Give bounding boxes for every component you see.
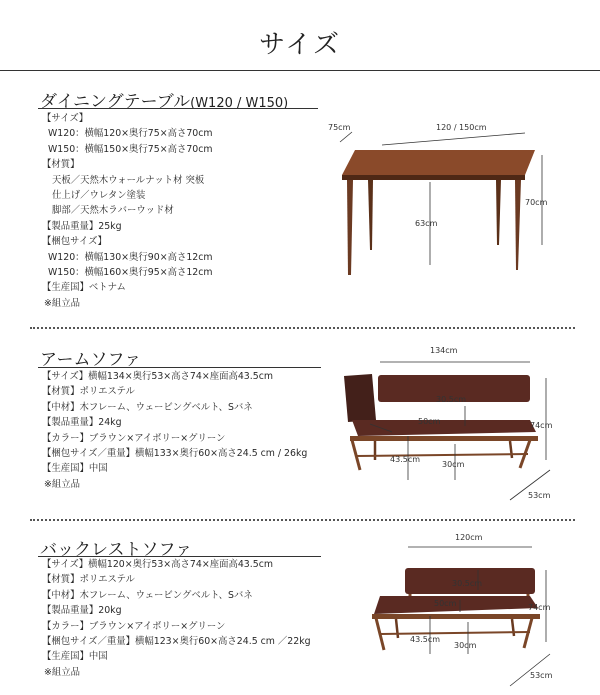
back-sofa-assembly: ※組立品 bbox=[44, 666, 80, 678]
back-sofa-package: 【梱包サイズ／重量】横幅123×奥行60×高さ24.5 cm ／22kg bbox=[42, 635, 311, 647]
table-size-w120: W120：横幅120×奥行75×高さ70cm bbox=[48, 128, 213, 140]
table-height-label: 70cm bbox=[525, 198, 548, 207]
back-sofa-frame bbox=[372, 614, 540, 619]
table-width-arrow bbox=[382, 133, 525, 145]
arm-sofa-color: 【カラー】ブラウン×アイボリー×グリーン bbox=[42, 432, 226, 444]
arm-sofa-leg-back-right bbox=[510, 441, 512, 458]
arm-sofa-assembly: ※組立品 bbox=[44, 478, 80, 490]
table-top bbox=[342, 150, 535, 175]
arm-sofa-size: 【サイズ】横幅134×奥行53×高さ74×座面高43.5cm bbox=[42, 371, 273, 382]
arm-sofa-width-label: 134cm bbox=[430, 346, 458, 355]
back-sofa-seat-height-label: 43.5cm bbox=[410, 635, 441, 644]
arm-sofa-seat-depth-label: 50cm bbox=[418, 417, 441, 426]
arm-sofa-crossbar bbox=[356, 454, 528, 456]
table-material-legs: 脚部／天然木ラバーウッド材 bbox=[52, 205, 174, 217]
table-origin: 【生産国】ベトナム bbox=[42, 282, 126, 294]
table-size-w150: W150：横幅150×奥行75×高さ70cm bbox=[48, 143, 213, 155]
back-sofa-seat-depth-label: 50cm bbox=[434, 599, 457, 608]
back-sofa-leg-label: 30cm bbox=[454, 641, 477, 650]
back-sofa-size: 【サイズ】横幅120×奥行53×高さ74×座面高43.5cm bbox=[42, 559, 273, 570]
table-leg-back-right bbox=[496, 180, 501, 245]
back-sofa-weight: 【製品重量】20kg bbox=[42, 605, 122, 617]
back-sofa-color: 【カラー】ブラウン×アイボリー×グリーン bbox=[42, 620, 226, 632]
back-sofa-crossbar bbox=[380, 632, 530, 634]
title-divider bbox=[0, 70, 600, 71]
back-sofa-depth-arrow bbox=[510, 654, 550, 686]
table-assembly: ※組立品 bbox=[44, 297, 80, 309]
table-weight: 【製品重量】25kg bbox=[42, 220, 122, 232]
section-divider-2 bbox=[30, 519, 575, 521]
back-sofa-leg-back-left bbox=[396, 619, 398, 638]
table-heading-main: ダイニングテーブル bbox=[40, 92, 191, 112]
table-depth-label: 75cm bbox=[328, 123, 351, 132]
arm-sofa-armrest bbox=[344, 374, 376, 422]
arm-sofa-height-label: 74cm bbox=[530, 421, 553, 430]
back-sofa-illustration bbox=[360, 530, 580, 690]
arm-sofa-heading: アームソファ bbox=[40, 350, 142, 370]
table-package-w120: W120：横幅130×奥行90×高さ12cm bbox=[48, 251, 213, 263]
arm-sofa-origin: 【生産国】中国 bbox=[42, 463, 108, 475]
table-heading-underline bbox=[38, 108, 318, 109]
arm-sofa-frame bbox=[350, 436, 538, 441]
table-specs bbox=[42, 111, 213, 311]
arm-sofa-seat bbox=[352, 420, 536, 436]
arm-sofa-illustration bbox=[330, 340, 570, 505]
section-divider-1 bbox=[30, 327, 575, 329]
arm-sofa-filling: 【中材】木フレーム、ウェービングベルト、Sバネ bbox=[42, 401, 253, 413]
back-sofa-leg-back-right bbox=[512, 619, 514, 636]
table-heading-sub: (W120 / W150) bbox=[190, 96, 289, 111]
back-sofa-width-label: 120cm bbox=[455, 533, 483, 542]
table-size-label: 【サイズ】 bbox=[42, 113, 89, 124]
back-sofa-back-label: 30.5cm bbox=[452, 579, 483, 588]
arm-sofa-leg-label: 30cm bbox=[442, 460, 465, 469]
back-sofa-specs bbox=[42, 557, 311, 680]
table-width-label: 120 / 150cm bbox=[436, 123, 487, 132]
table-top-edge bbox=[342, 175, 525, 180]
table-leg-back-left bbox=[368, 180, 373, 250]
table-depth-arrow bbox=[340, 132, 352, 142]
back-sofa-filling: 【中材】木フレーム、ウェービングベルト、Sバネ bbox=[42, 589, 253, 601]
arm-sofa-package: 【梱包サイズ／重量】横幅133×奥行60×高さ24.5 cm / 26kg bbox=[42, 447, 308, 459]
back-sofa-heading: バックレストソファ bbox=[40, 540, 193, 560]
back-sofa-depth-label: 53cm bbox=[530, 671, 553, 680]
arm-sofa-depth-label: 53cm bbox=[528, 491, 551, 500]
table-package-w150: W150：横幅160×奥行95×高さ12cm bbox=[48, 266, 213, 278]
table-leg-front-right bbox=[515, 180, 521, 270]
arm-sofa-material: 【材質】ポリエステル bbox=[42, 386, 135, 398]
table-material-finish: 仕上げ／ウレタン塗装 bbox=[52, 189, 146, 201]
arm-sofa-seat-height-label: 43.5cm bbox=[390, 455, 421, 464]
back-sofa-height-label: 74cm bbox=[528, 603, 551, 612]
page-title: サイズ bbox=[259, 30, 341, 60]
table-leg-front-left bbox=[347, 180, 353, 275]
arm-sofa-back-label: 30.5cm bbox=[436, 395, 467, 404]
table-illustration bbox=[320, 120, 560, 280]
table-material-top: 天板／天然木ウォールナット材 突板 bbox=[52, 174, 205, 186]
table-leg-label: 63cm bbox=[415, 219, 438, 228]
arm-sofa-heading-underline bbox=[38, 367, 321, 368]
table-material-label: 【材質】 bbox=[42, 159, 80, 171]
table-package-label: 【梱包サイズ】 bbox=[42, 236, 107, 248]
arm-sofa-weight: 【製品重量】24kg bbox=[42, 417, 122, 429]
arm-sofa-specs bbox=[42, 369, 307, 492]
back-sofa-material: 【材質】ポリエステル bbox=[42, 574, 135, 586]
back-sofa-origin: 【生産国】中国 bbox=[42, 651, 108, 663]
